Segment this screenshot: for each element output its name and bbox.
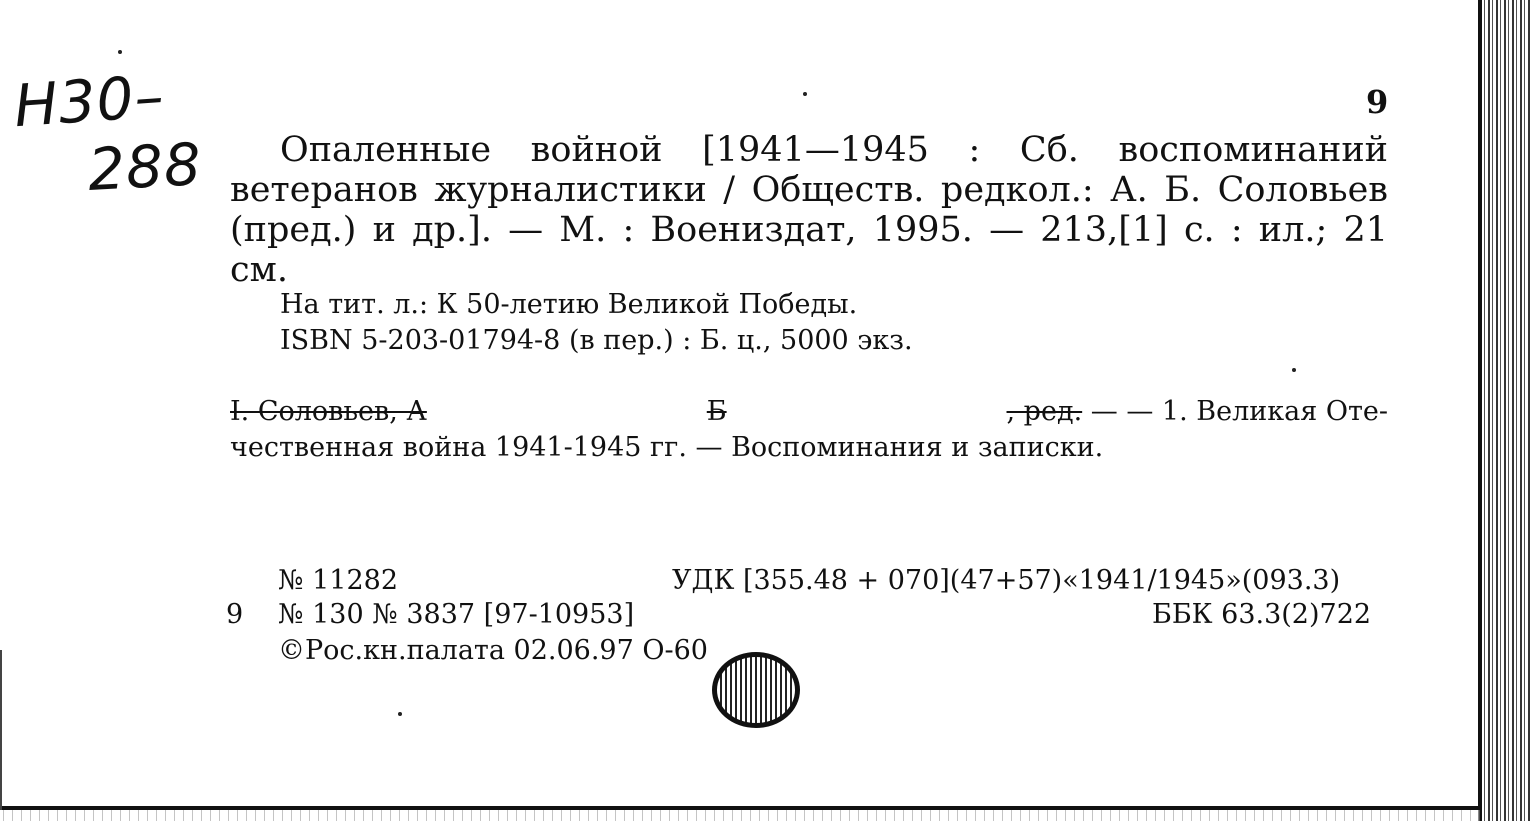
handwritten-shelf-mark (10, 60, 210, 204)
tracings-line-2: чественная война 1941-1945 гг. — Воспоминания и записки. (230, 432, 1104, 463)
registration-numbers: № 130 № 3837 [97-10953] (278, 599, 635, 630)
card-border-right (1478, 0, 1482, 821)
tracing-subject-text: — — 1. Великая Оте- (1090, 396, 1388, 427)
scan-speck (803, 92, 807, 96)
scan-speck (118, 50, 122, 54)
shelf-mark-line-1: Н30– (11, 61, 167, 141)
card-border-left (0, 650, 2, 810)
punch-hole (712, 652, 800, 728)
bbk-class: ББК 63.3(2)722 (1152, 599, 1372, 630)
card-number: № 11282 (278, 565, 399, 596)
scan-speck (1292, 368, 1296, 372)
struck-added-entry-initial: Б (706, 396, 727, 427)
corner-number: 9 (1366, 83, 1389, 121)
scan-speck (398, 712, 402, 716)
isbn-note: ISBN 5-203-01794-8 (в пер.) : Б. ц., 5000 экз. (280, 325, 913, 356)
shelf-mark-line-2: 288 (86, 130, 204, 204)
tracings-line-1 (230, 394, 1388, 430)
scan-edge-bottom (0, 810, 1480, 821)
tracing-subject-start (1007, 394, 1388, 430)
book-chamber-imprint: ©Рос.кн.палата 02.06.97 О-60 (278, 635, 708, 666)
udk-class: УДК [355.48 + 070](47+57)«1941/1945»(093.3) (672, 565, 1341, 596)
bibliographic-entry: Опаленные войной [1941—1945 : Сб. воспоминаний ветеранов журналистики / Обществ. редкол.: А. Б. Соловьев (пред.) и др.]. — М. : Воениздат, 1995. — 213,[1] с. : ил.; 21 см. (230, 130, 1388, 290)
scan-edge-right (1480, 0, 1530, 821)
title-page-note: На тит. л.: К 50-летию Великой Победы. (280, 289, 858, 320)
subject-tracings (230, 394, 1388, 466)
struck-editor-role: , ред. (1006, 396, 1083, 427)
left-number: 9 (226, 599, 244, 630)
struck-added-entry: I. Соловьев, А (230, 396, 427, 427)
